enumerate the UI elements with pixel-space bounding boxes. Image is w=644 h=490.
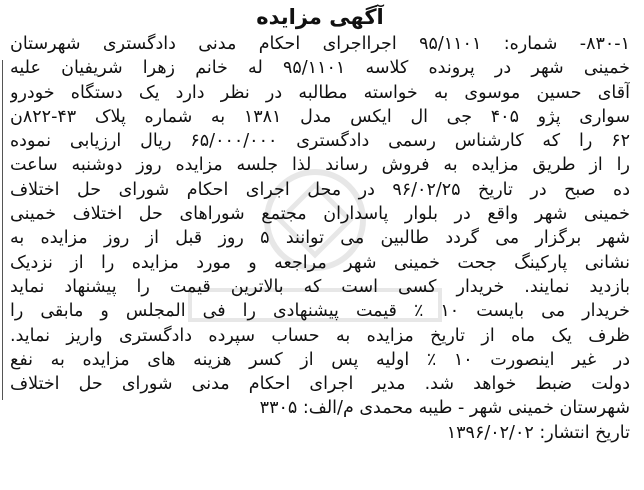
publish-date: تاریخ انتشار: ۱۳۹۶/۰۲/۰۲ bbox=[446, 422, 630, 443]
notice-body bbox=[10, 32, 630, 421]
notice-line: ۶۲ را که کارشناس رسمی دادگستری ۶۵/۰۰۰/۰۰۰ ریال ارزیابی نموده bbox=[10, 131, 630, 152]
notice-line: نشانی پارکینگ جحت خمینی شهر مراجعه و مورد مزایده را از نزدیک bbox=[10, 252, 630, 273]
notice-line: دولت ضبط خواهد شد. مدیر اجرای احکام مدنی شورای حل اختلاف bbox=[10, 374, 630, 395]
notice-line: شهر برگزار می گردد طالبین می توانند ۵ روز قبل از روز مزایده به bbox=[10, 228, 630, 249]
notice-line: خمینی شهر واقع در بلوار پاسداران مجتمع شوراهای حل اختلاف خمینی bbox=[10, 204, 630, 225]
notice-line: آقای حسین موسوی به خواسته مطالبه در نظر دارد یک دستگاه خودرو bbox=[10, 82, 630, 103]
notice-line: را از طریق مزایده به فروش رساند لذا جلسه مزایده روز دوشنبه ساعت bbox=[10, 155, 630, 176]
notice-line: ۸۳۰-۱- شماره: ۹۵/۱۱۰۱ اجرااجرای احکام مدنی دادگستری شهرستان bbox=[10, 34, 630, 54]
notice-line: سواری پژو ۴۰۵ جی ال ایکس مدل ۱۳۸۱ به شماره پلاک ۴۳-۸۲۲ن bbox=[10, 106, 630, 127]
notice-line: خریدار می بایست ۱۰ ٪ قیمت پیشنهادی را فی المجلس و مابقی را bbox=[10, 301, 630, 322]
signature-line: شهرستان خمینی شهر - طیبه محمدی م/الف: ۳۳۰۵ bbox=[259, 398, 630, 419]
notice-line: خمینی شهر در پرونده کلاسه ۹۵/۱۱۰۱ له خانم زهرا شریفیان علیه bbox=[10, 58, 630, 79]
notice-line: در غیر اینصورت ۱۰ ٪ اولیه پس از کسر هزینه های مزایده به نفع bbox=[10, 349, 630, 370]
notice-line: ده صبح در تاریخ ۹۶/۰۲/۲۵ در محل اجرای احکام شورای حل اختلاف bbox=[10, 179, 630, 200]
notice-title: آگهی مزایده bbox=[256, 5, 384, 29]
notice-line: ظرف یک ماه از تاریخ مزایده به حساب سپرده دادگستری واریز نماید. bbox=[10, 325, 630, 346]
left-column-rule bbox=[2, 60, 3, 400]
notice-line: بازدید نمایند. خریدار کسی است که بالاترین قیمت را پیشنهاد نماید bbox=[10, 276, 630, 297]
